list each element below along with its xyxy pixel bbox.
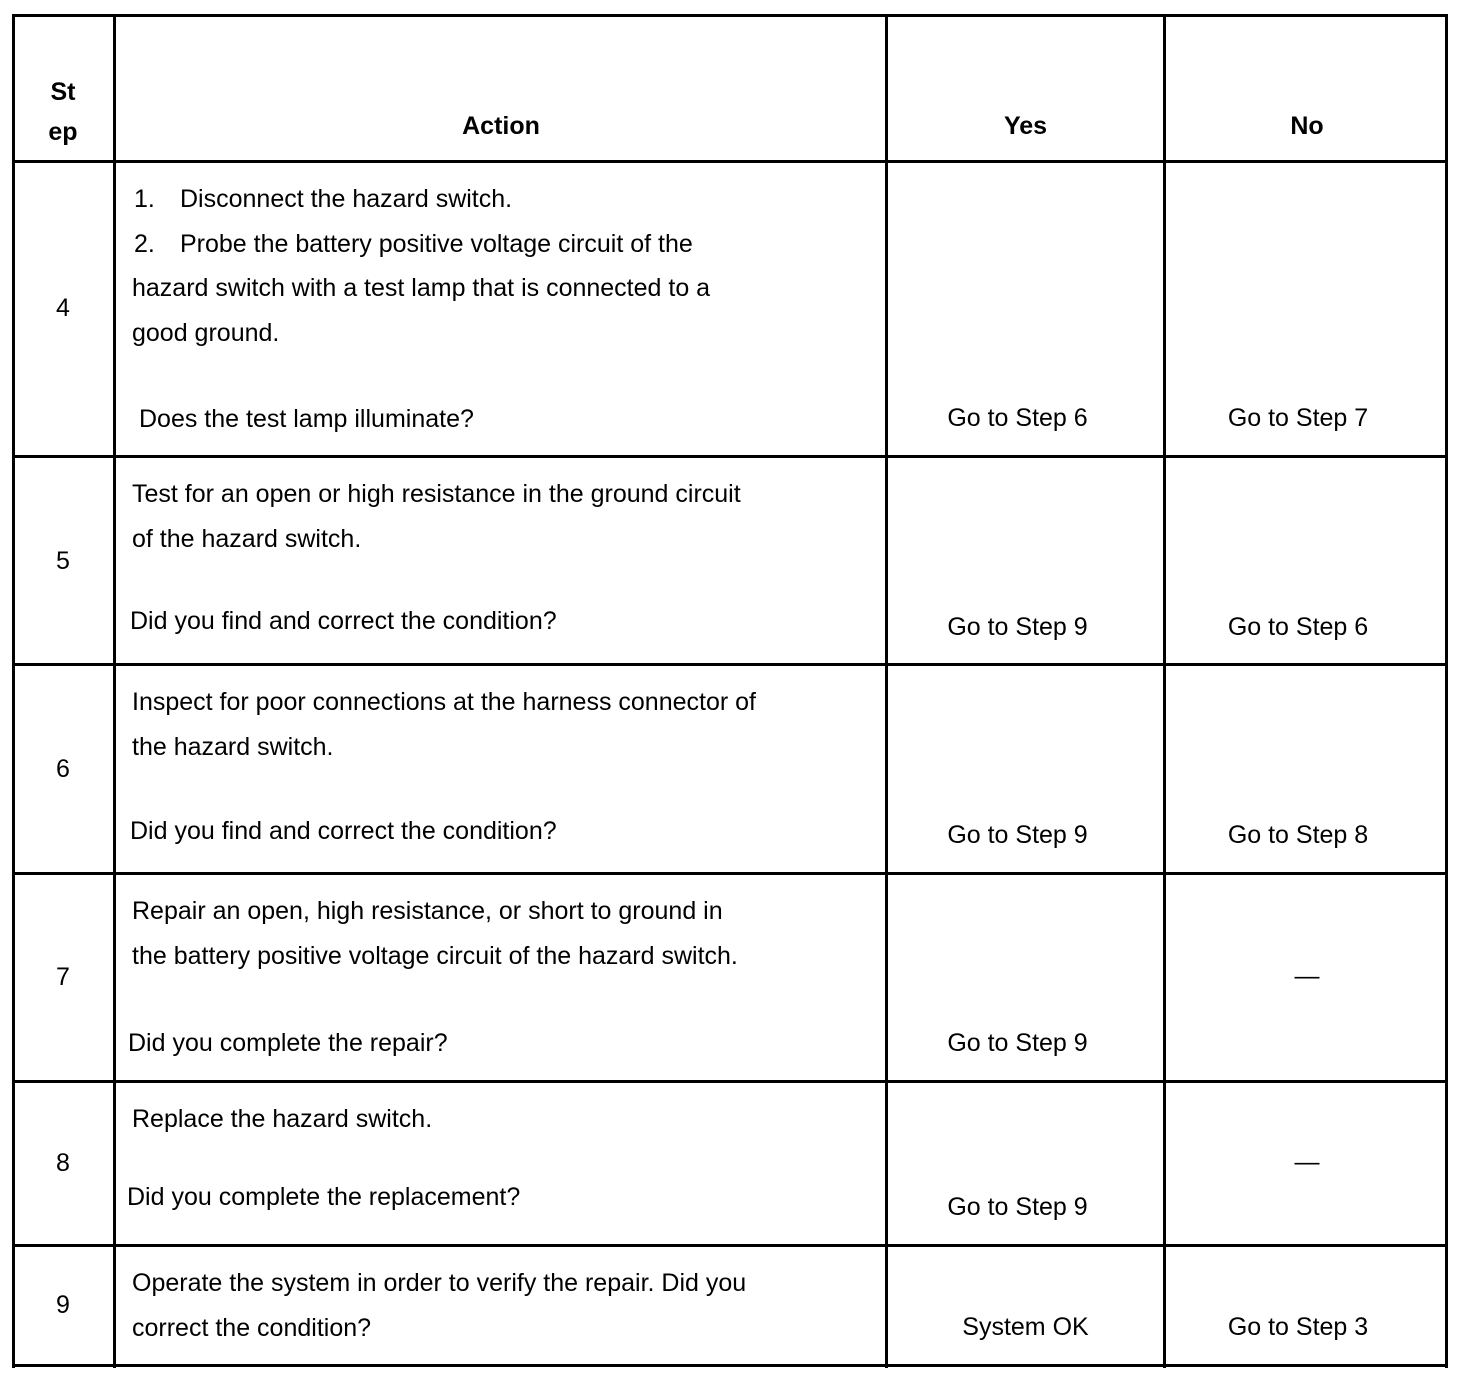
- action-text-line: Repair an open, high resistance, or short to ground in: [132, 897, 723, 925]
- list-item-number: 1.: [134, 185, 155, 213]
- yes-result: Go to Step 9: [947, 821, 1088, 849]
- step-number: 7: [56, 963, 70, 991]
- row-divider: [12, 1080, 1448, 1083]
- step-number: 5: [56, 547, 70, 575]
- no-result: Go to Step 7: [1227, 404, 1369, 432]
- no-result: —: [1294, 1148, 1320, 1176]
- action-list-item: [134, 182, 512, 216]
- action-question: Does the test lamp illuminate?: [139, 405, 474, 433]
- list-item-number: 2.: [134, 230, 155, 258]
- list-item-text: Disconnect the hazard switch.: [180, 185, 513, 213]
- action-list-item: [134, 227, 693, 261]
- row-divider: [12, 663, 1448, 666]
- row-divider: [12, 872, 1448, 875]
- header-step: [12, 72, 114, 152]
- row-divider: [12, 1244, 1448, 1247]
- action-text-line: the hazard switch.: [132, 733, 334, 761]
- table-border-bottom: [12, 1364, 1448, 1367]
- action-text-line: good ground.: [132, 319, 280, 347]
- yes-result: System OK: [962, 1313, 1089, 1341]
- action-text-line: Operate the system in order to verify the repair. Did you: [132, 1269, 747, 1297]
- yes-result: Go to Step 9: [947, 613, 1088, 641]
- no-result: Go to Step 6: [1227, 613, 1369, 641]
- action-text-line: of the hazard switch.: [132, 525, 362, 553]
- yes-result: Go to Step 9: [947, 1193, 1088, 1221]
- action-text-line: Replace the hazard switch.: [132, 1105, 433, 1133]
- action-text-line: correct the condition?: [132, 1314, 372, 1342]
- step-number: 6: [56, 755, 70, 783]
- action-question: Did you complete the replacement?: [127, 1183, 521, 1211]
- diagnostic-table: [12, 14, 1448, 1368]
- row-divider: [12, 455, 1448, 458]
- header-yes: Yes: [1003, 112, 1048, 140]
- header-action: Action: [462, 112, 540, 140]
- header-step-line1: St: [50, 78, 76, 106]
- action-text-line: hazard switch with a test lamp that is connected to a: [132, 274, 711, 302]
- action-question: Did you find and correct the condition?: [130, 607, 557, 635]
- yes-result: Go to Step 9: [947, 1029, 1088, 1057]
- list-item-text: Probe the battery positive voltage circuit of the: [180, 230, 693, 258]
- header-divider: [12, 160, 1448, 163]
- header-no: No: [1290, 112, 1324, 140]
- action-question: Did you find and correct the condition?: [130, 817, 557, 845]
- yes-result: Go to Step 6: [947, 404, 1088, 432]
- header-step-line2: ep: [48, 118, 78, 146]
- no-result: —: [1294, 962, 1320, 990]
- action-question: Did you complete the repair?: [128, 1029, 448, 1057]
- step-number: 4: [56, 294, 70, 322]
- no-result: Go to Step 8: [1227, 821, 1369, 849]
- action-text-line: the battery positive voltage circuit of the hazard switch.: [132, 942, 738, 970]
- action-text-line: Test for an open or high resistance in the ground circuit: [132, 480, 741, 508]
- action-text-line: Inspect for poor connections at the harness connector of: [132, 688, 756, 716]
- column-divider: [885, 14, 888, 1368]
- step-number: 9: [56, 1291, 70, 1319]
- table-border-top: [12, 14, 1448, 17]
- no-result: Go to Step 3: [1227, 1313, 1369, 1341]
- step-number: 8: [56, 1149, 70, 1177]
